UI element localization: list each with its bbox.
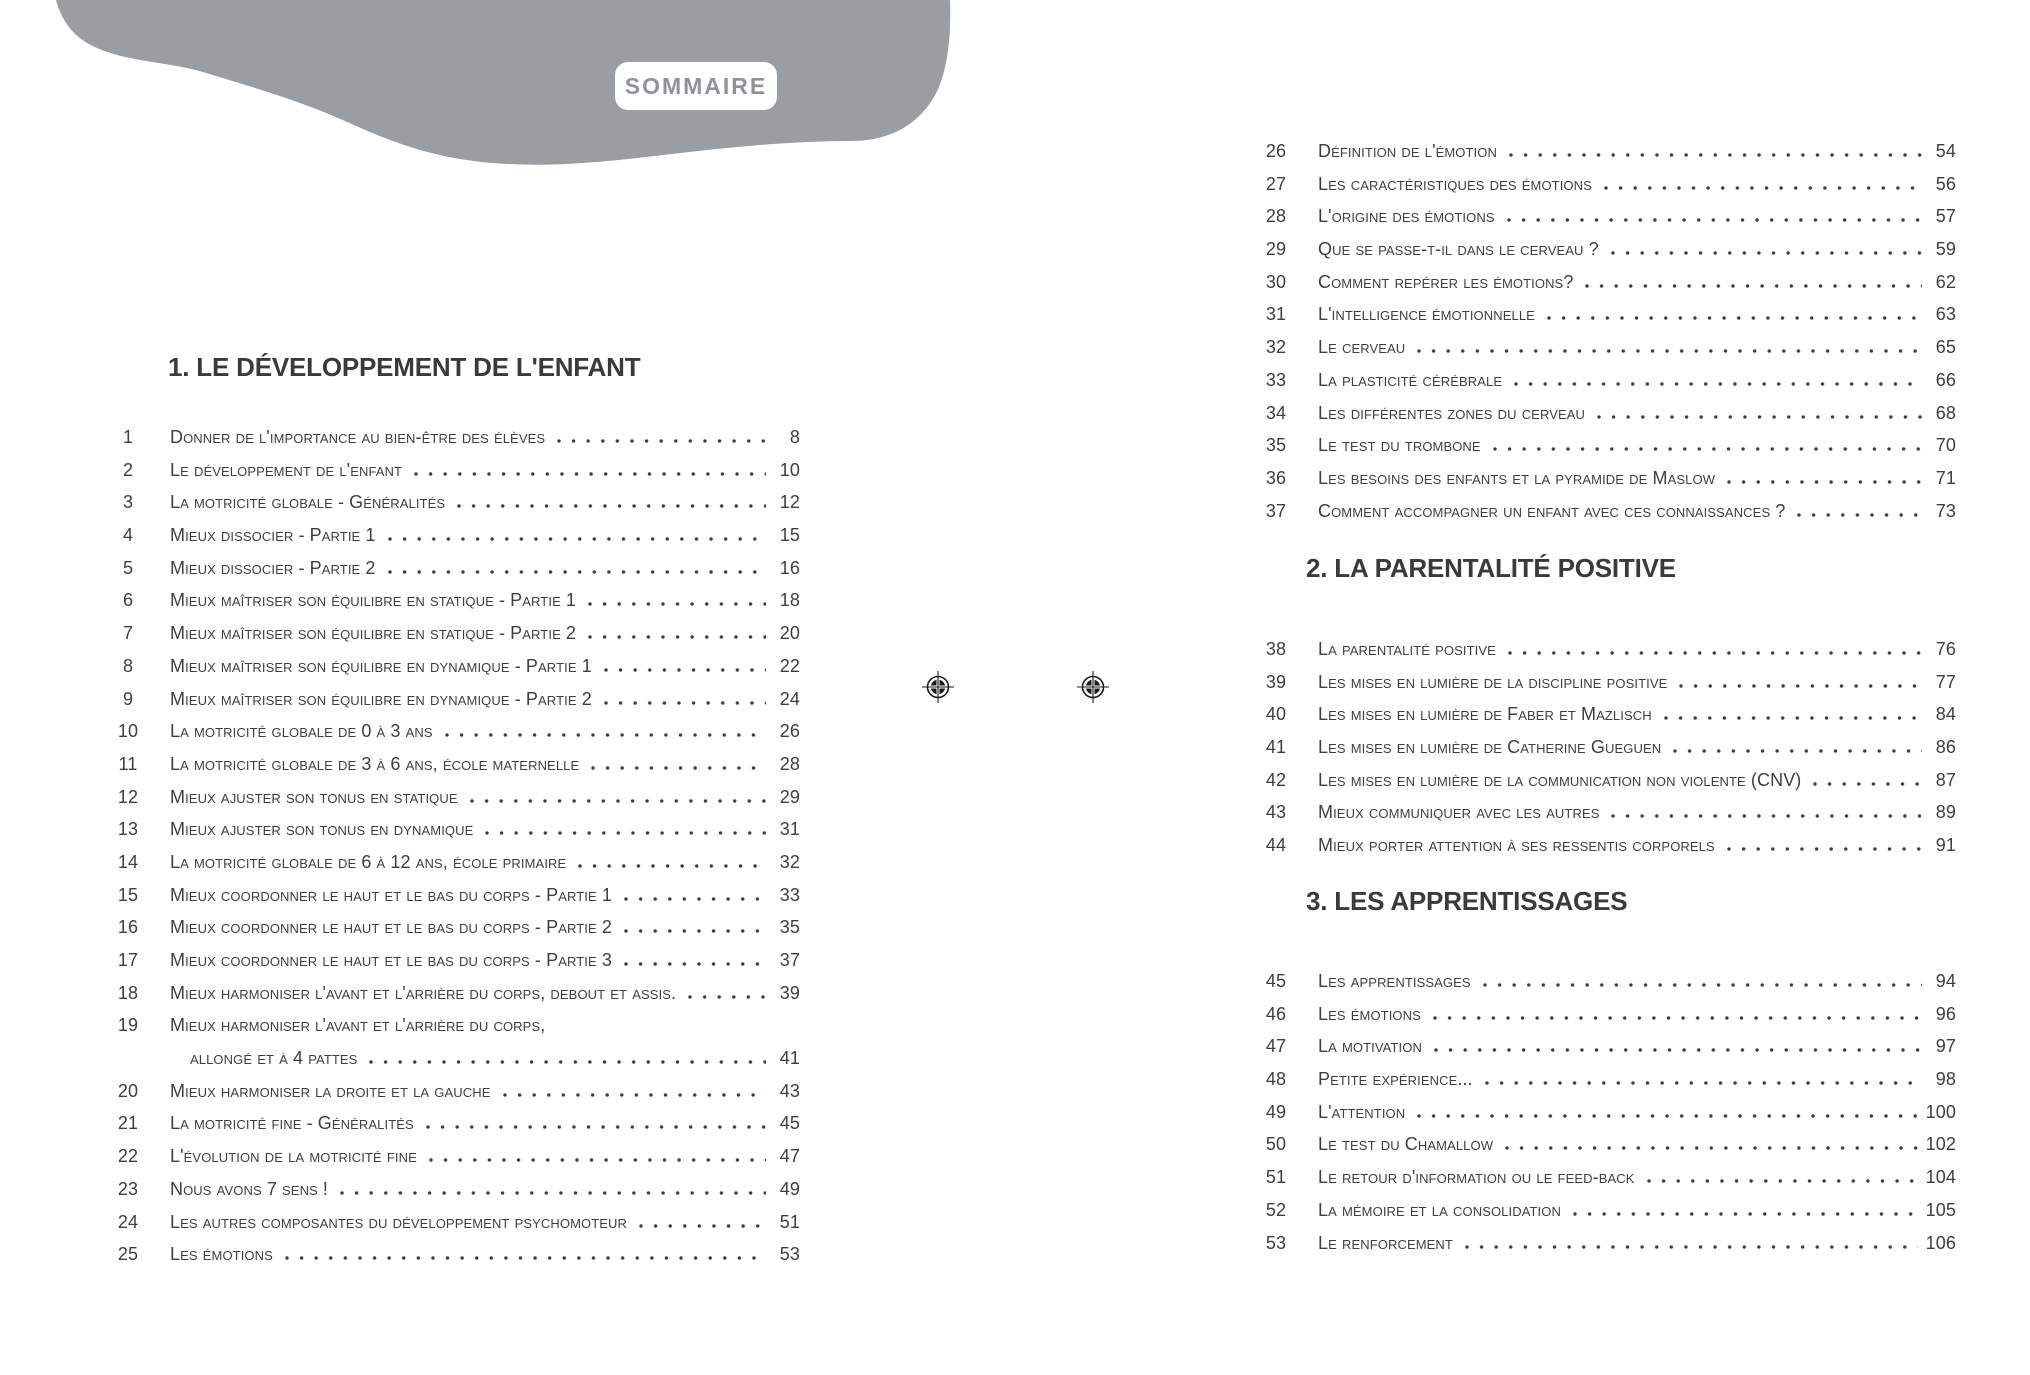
dot-leader: [1507, 218, 1922, 222]
toc-entry-page: 63: [1935, 304, 1956, 325]
toc-entry-page: 45: [779, 1113, 800, 1134]
toc-entry: [1256, 1227, 1956, 1260]
toc-entry-number: 48: [1265, 1069, 1287, 1090]
toc-entry: [108, 1107, 800, 1140]
toc-entry-number: 12: [117, 786, 139, 807]
toc-entry-title: Mieux harmoniser l'avant et l'arrière du corps,: [170, 1015, 546, 1036]
toc-entry-title: Mieux dissocier - Partie 2: [170, 557, 376, 578]
toc-entry-number: 37: [1265, 500, 1287, 521]
toc-entry-number: 15: [117, 884, 139, 905]
toc-entry: [1256, 397, 1956, 430]
toc-entry: [1256, 266, 1956, 299]
toc-entry: [108, 1173, 800, 1206]
toc-entry-number: 18: [117, 982, 139, 1003]
dot-leader: [429, 1158, 766, 1162]
dot-leader: [1514, 382, 1922, 386]
toc-entry-number: 3: [122, 492, 134, 513]
toc-entry-title: Les mises en lumière de la discipline positive: [1318, 671, 1668, 692]
sommaire-badge: [615, 62, 777, 110]
toc-entry-number: 45: [1265, 971, 1287, 991]
toc-entry-number: 49: [1265, 1101, 1287, 1122]
dot-leader: [588, 602, 766, 606]
dot-leader: [1509, 153, 1922, 157]
toc-entry-number: 52: [1265, 1199, 1287, 1220]
toc-entry-page: 98: [1935, 1069, 1956, 1090]
toc-entry-title: Les caractéristiques des émotions: [1318, 173, 1592, 194]
toc-entry-page: 22: [779, 655, 800, 676]
dot-leader: [1727, 847, 1922, 851]
toc-entry: [108, 911, 800, 944]
dot-leader: [1597, 415, 1922, 419]
toc-entry: [1256, 1128, 1956, 1161]
toc-entry: [108, 879, 800, 912]
dot-leader: [285, 1256, 766, 1260]
toc-entry-title: La plasticité cérébrale: [1318, 369, 1503, 390]
toc-entry: [108, 617, 800, 650]
dot-leader: [624, 929, 766, 933]
toc-entry-page: 33: [779, 884, 800, 905]
toc-entry-page: 20: [779, 623, 800, 644]
toc-entry-title: Les mises en lumière de la communication non violente (CNV): [1318, 769, 1802, 790]
toc-entry-title: L'attention: [1318, 1101, 1406, 1122]
toc-entry-title: Comment repérer les émotions?: [1318, 271, 1574, 292]
toc-entry-title: Les mises en lumière de Catherine Gueguen: [1318, 737, 1662, 758]
toc-entry-number: 38: [1265, 639, 1287, 659]
toc-entry: [1256, 698, 1956, 731]
dot-leader: [1679, 684, 1922, 688]
toc-entry-number: 25: [117, 1244, 139, 1265]
toc-entry-number: 10: [117, 721, 139, 742]
dot-leader: [688, 995, 766, 999]
toc-entry-page: 97: [1935, 1036, 1956, 1057]
toc-entry: [1256, 998, 1956, 1031]
toc-entry: [1256, 168, 1956, 201]
toc-entry-title: Le développement de l'enfant: [170, 459, 403, 480]
toc-entry-number: 26: [1265, 141, 1287, 161]
dot-leader: [1797, 513, 1922, 517]
toc-entry-number: 36: [1265, 467, 1287, 488]
toc-entry: [1256, 796, 1956, 829]
toc-entry-page: 41: [779, 1048, 800, 1069]
dot-leader: [1611, 814, 1922, 818]
toc-entry-page: 87: [1935, 769, 1956, 790]
toc-entry-number: 24: [117, 1211, 139, 1232]
dot-leader: [624, 897, 766, 901]
toc-entry-number: 53: [1265, 1232, 1287, 1253]
dot-leader: [604, 701, 766, 705]
toc-entry-title: Le test du trombone: [1318, 435, 1481, 456]
toc-entry-page: 24: [779, 688, 800, 709]
toc-entry-title: Comment accompagner un enfant avec ces connaissances ?: [1318, 500, 1786, 521]
toc-entry: [108, 1206, 800, 1239]
dot-leader: [557, 439, 766, 443]
toc-entry: [108, 1140, 800, 1173]
toc-entry-number: 42: [1265, 769, 1287, 790]
toc-entry-number: 13: [117, 819, 139, 840]
toc-entry-title: Mieux harmoniser l'avant et l'arrière du corps, debout et assis.: [170, 982, 677, 1003]
dot-leader: [588, 635, 766, 639]
toc-entry-page: 49: [779, 1178, 800, 1199]
toc-entry-number: 11: [118, 753, 138, 774]
toc-entry-page: 77: [1935, 671, 1956, 692]
toc-entry-title: Le cerveau: [1318, 337, 1406, 358]
toc-entry-number: 32: [1265, 337, 1287, 358]
dot-leader: [1417, 349, 1922, 353]
toc-entry-number: 4: [122, 525, 134, 546]
toc-entry-title: Les mises en lumière de Faber et Mazlisch: [1318, 704, 1652, 725]
dot-leader: [1508, 651, 1922, 655]
toc-entry: [1256, 331, 1956, 364]
sommaire-badge-label: SOMMAIRE: [624, 72, 768, 99]
toc-entry-title: Le retour d'information ou le feed-back: [1318, 1167, 1635, 1188]
toc-entry-number: 39: [1265, 671, 1287, 692]
toc-entry-page: 71: [1935, 467, 1956, 488]
toc-entry: [108, 1042, 800, 1075]
dot-leader: [578, 864, 766, 868]
toc-entry: [108, 519, 800, 552]
toc-entry-title: Mieux coordonner le haut et le bas du corps - Partie 3: [170, 950, 612, 970]
toc-entry-number: 16: [117, 917, 139, 938]
section-heading-developpement: 1. LE DÉVELOPPEMENT DE L'ENFANT: [168, 352, 641, 382]
toc-entry-title: L'évolution de la motricité fine: [170, 1146, 417, 1167]
toc-entry-page: 62: [1935, 271, 1956, 292]
toc-entry-number: 28: [1265, 206, 1287, 227]
dot-leader: [591, 766, 766, 770]
toc-entry-page: 35: [779, 917, 800, 938]
toc-entry: [1256, 1096, 1956, 1129]
toc-entry-page: 56: [1935, 173, 1956, 194]
toc-entry-page: 31: [779, 819, 800, 840]
toc-entry: [108, 454, 800, 487]
toc-entry-page: 8: [789, 427, 800, 447]
dot-leader: [1547, 316, 1922, 320]
toc-entry-page: 37: [779, 950, 800, 970]
registration-crosshair-icon: [1076, 670, 1110, 704]
toc-entry-number: 21: [117, 1113, 139, 1134]
dot-leader: [624, 962, 766, 966]
toc-entry-title: Mieux maîtriser son équilibre en statique - Partie 1: [170, 590, 577, 611]
toc-entry-title: Les besoins des enfants et la pyramide de Maslow: [1318, 467, 1716, 488]
toc-entry-page: 54: [1935, 141, 1956, 161]
toc-entry-page: 106: [1925, 1232, 1956, 1253]
toc-entry: [1256, 429, 1956, 462]
toc-entry-title: Les émotions: [170, 1244, 273, 1265]
toc-entry-title: Mieux harmoniser la droite et la gauche: [170, 1080, 491, 1101]
section-heading-apprentissages: 3. LES APPRENTISSAGES: [1306, 886, 1628, 916]
toc-entry-title: L'origine des émotions: [1318, 206, 1495, 227]
toc-entry-title: La motricité globale de 3 à 6 ans, école maternelle: [170, 753, 580, 774]
dot-leader: [1664, 716, 1922, 720]
toc-entry: [108, 552, 800, 585]
toc-entry-title: La motricité globale de 6 à 12 ans, école primaire: [170, 851, 567, 872]
toc-entry: [1256, 200, 1956, 233]
toc-entry-page: 28: [779, 753, 800, 774]
toc-entry-title: La motricité fine - Généralités: [170, 1113, 414, 1134]
toc-entry-number: 14: [117, 851, 139, 872]
dot-leader: [388, 570, 766, 574]
dot-leader: [369, 1060, 766, 1064]
toc-entry-title: Le renforcement: [1318, 1232, 1453, 1253]
toc-list-developpement: [108, 421, 800, 1271]
toc-entry-page: 57: [1935, 206, 1956, 227]
toc-entry-title: Donner de l'importance au bien-être des élèves: [170, 427, 546, 447]
dot-leader: [1434, 1048, 1922, 1052]
toc-entry-title: Mieux maîtriser son équilibre en statique - Partie 2: [170, 623, 577, 644]
toc-entry-page: 89: [1935, 802, 1956, 823]
toc-entry-title: La parentalité positive: [1318, 639, 1496, 659]
toc-entry-number: 46: [1265, 1003, 1287, 1024]
toc-entry-page: 29: [779, 786, 800, 807]
toc-entry-title: Mieux communiquer avec les autres: [1318, 802, 1600, 823]
toc-entry: [108, 486, 800, 519]
toc-entry-title: Les émotions: [1318, 1003, 1421, 1024]
toc-entry-title: Mieux maîtriser son équilibre en dynamique - Partie 2: [170, 688, 592, 709]
toc-entry-title: Le test du Chamallow: [1318, 1134, 1494, 1155]
toc-list-parentalite: [1256, 633, 1956, 862]
toc-entry-title: Mieux ajuster son tonus en dynamique: [170, 819, 474, 840]
toc-entry-page: 102: [1925, 1134, 1956, 1155]
toc-entry-page: 18: [779, 590, 800, 611]
toc-entry-number: 29: [1265, 239, 1287, 260]
toc-entry: [108, 1009, 800, 1042]
toc-entry-page: 39: [779, 982, 800, 1003]
toc-entry-number: 23: [117, 1178, 139, 1199]
dot-leader: [1604, 186, 1922, 190]
toc-entry-number: 1: [122, 427, 134, 447]
toc-entry: [108, 813, 800, 846]
section-heading-parentalite: 2. LA PARENTALITÉ POSITIVE: [1306, 553, 1676, 583]
toc-entry-page: 10: [779, 459, 800, 480]
toc-entry: [1256, 1030, 1956, 1063]
toc-entry: [108, 944, 800, 977]
dot-leader: [503, 1093, 766, 1097]
dot-leader: [388, 537, 766, 541]
toc-entry-title: Les autres composantes du développement psychomoteur: [170, 1211, 628, 1232]
toc-entry: [108, 715, 800, 748]
toc-entry-number: 33: [1265, 369, 1287, 390]
toc-list-developpement-continued: [1256, 135, 1956, 527]
toc-entry-page: 16: [779, 557, 800, 578]
toc-entry: [1256, 364, 1956, 397]
toc-entry-number: 35: [1265, 435, 1287, 456]
toc-entry-page: 84: [1935, 704, 1956, 725]
toc-entry: [1256, 1194, 1956, 1227]
dot-leader: [1573, 1212, 1918, 1216]
toc-entry-title: Les différentes zones du cerveau: [1318, 402, 1586, 423]
toc-entry: [1256, 1063, 1956, 1096]
dot-leader: [1493, 447, 1922, 451]
toc-entry: [1256, 829, 1956, 862]
toc-entry-page: 47: [779, 1146, 800, 1167]
toc-entry-number: 34: [1265, 402, 1287, 423]
toc-entry-title: Nous avons 7 sens !: [170, 1178, 329, 1199]
toc-entry-page: 104: [1925, 1167, 1956, 1188]
toc-entry: [1256, 731, 1956, 764]
dot-leader: [1465, 1245, 1918, 1249]
toc-entry-page: 65: [1935, 337, 1956, 358]
toc-entry: [108, 584, 800, 617]
registration-crosshair-icon: [921, 670, 955, 704]
dot-leader: [1483, 983, 1922, 987]
toc-entry-number: 8: [122, 655, 134, 676]
toc-entry: [108, 846, 800, 879]
toc-entry: [108, 748, 800, 781]
toc-entry-title: Définition de l'émotion: [1318, 141, 1497, 161]
toc-entry-title: La motricité globale - Généralités: [170, 492, 446, 513]
toc-entry-number: 30: [1265, 271, 1287, 292]
toc-entry-number: 47: [1265, 1036, 1287, 1057]
dot-leader: [457, 504, 766, 508]
toc-entry-number: 2: [122, 459, 134, 480]
toc-entry-number: 40: [1265, 704, 1287, 725]
toc-entry-number: 51: [1265, 1167, 1287, 1188]
dot-leader: [1505, 1146, 1918, 1150]
toc-entry-page: 73: [1935, 500, 1956, 521]
toc-entry-title: Mieux maîtriser son équilibre en dynamique - Partie 1: [170, 655, 592, 676]
toc-entry-page: 105: [1925, 1199, 1956, 1220]
dot-leader: [1727, 480, 1922, 484]
toc-entry-page: 86: [1935, 737, 1956, 758]
toc-entry-title: Petite expérience...: [1318, 1069, 1473, 1090]
toc-entry: [1256, 233, 1956, 266]
dot-leader: [1585, 284, 1922, 288]
toc-entry-title: allongé et à 4 pattes: [190, 1048, 358, 1069]
toc-entry-page: 51: [779, 1211, 800, 1232]
toc-entry: [1256, 1161, 1956, 1194]
dot-leader: [445, 733, 766, 737]
toc-entry-number: 27: [1265, 173, 1287, 194]
toc-entry: [1256, 462, 1956, 495]
dot-leader: [1673, 749, 1922, 753]
toc-entry-page: 66: [1935, 369, 1956, 390]
toc-entry-page: 94: [1935, 971, 1956, 991]
toc-entry-title: La mémoire et la consolidation: [1318, 1199, 1561, 1220]
toc-entry-title: Mieux coordonner le haut et le bas du corps - Partie 1: [170, 884, 612, 905]
toc-entry-page: 68: [1935, 402, 1956, 423]
toc-entry-title: Mieux dissocier - Partie 1: [170, 525, 376, 546]
toc-entry-number: 17: [117, 950, 139, 970]
dot-leader: [485, 831, 766, 835]
toc-entry: [108, 781, 800, 814]
toc-entry-number: 19: [117, 1015, 139, 1036]
toc-entry-page: 76: [1935, 639, 1956, 659]
toc-entry: [1256, 495, 1956, 528]
dot-leader: [426, 1125, 766, 1129]
toc-entry: [108, 683, 800, 716]
toc-entry: [108, 650, 800, 683]
header-blob-shape: [0, 0, 960, 170]
toc-entry-number: 7: [122, 623, 134, 644]
dot-leader: [414, 472, 766, 476]
toc-entry-page: 43: [779, 1080, 800, 1101]
dot-leader: [1813, 782, 1922, 786]
dot-leader: [1611, 251, 1922, 255]
toc-entry-title: Mieux porter attention à ses ressentis corporels: [1318, 835, 1715, 856]
toc-entry-number: 43: [1265, 802, 1287, 823]
toc-entry: [1256, 764, 1956, 797]
toc-entry-number: 6: [122, 590, 134, 611]
dot-leader: [1417, 1114, 1917, 1118]
toc-entry: [1256, 135, 1956, 168]
toc-entry-number: 44: [1265, 835, 1287, 856]
toc-entry-number: 41: [1265, 737, 1287, 758]
dot-leader: [1647, 1179, 1918, 1183]
toc-entry-page: 70: [1935, 435, 1956, 456]
dot-leader: [604, 668, 766, 672]
toc-entry: [108, 421, 800, 454]
toc-entry-number: 9: [122, 688, 134, 709]
toc-entry: [108, 977, 800, 1010]
toc-list-apprentissages: [1256, 965, 1956, 1259]
dot-leader: [639, 1224, 766, 1228]
toc-entry-number: 20: [117, 1080, 139, 1101]
toc-entry-number: 5: [122, 557, 134, 578]
toc-entry-page: 91: [1935, 835, 1956, 856]
toc-entry-title: Les apprentissages: [1318, 971, 1471, 991]
toc-entry-page: 15: [779, 525, 800, 546]
toc-entry-page: 59: [1935, 239, 1956, 260]
toc-entry-title: L'intelligence émotionnelle: [1318, 304, 1535, 325]
toc-entry-page: 100: [1925, 1101, 1956, 1122]
toc-entry-number: 31: [1265, 304, 1287, 325]
toc-entry-page: 53: [779, 1244, 800, 1265]
toc-entry: [108, 1238, 800, 1271]
toc-entry-number: 50: [1265, 1134, 1287, 1155]
toc-entry-page: 26: [779, 721, 800, 742]
toc-entry-number: 22: [117, 1146, 139, 1167]
dot-leader: [1485, 1081, 1922, 1085]
toc-entry-page: 12: [779, 492, 800, 513]
toc-entry-title: Mieux ajuster son tonus en statique: [170, 786, 458, 807]
toc-entry: [108, 1075, 800, 1108]
toc-entry-page: 32: [779, 851, 800, 872]
dot-leader: [1433, 1016, 1922, 1020]
toc-entry-title: Mieux coordonner le haut et le bas du corps - Partie 2: [170, 917, 612, 938]
toc-entry-title: Que se passe-t-il dans le cerveau ?: [1318, 239, 1599, 260]
toc-entry-page: 96: [1935, 1003, 1956, 1024]
toc-entry: [1256, 633, 1956, 666]
toc-entry: [1256, 965, 1956, 998]
dot-leader: [470, 799, 766, 803]
toc-entry: [1256, 298, 1956, 331]
toc-entry: [1256, 666, 1956, 699]
toc-entry-title: La motivation: [1318, 1036, 1422, 1057]
toc-entry-title: La motricité globale de 0 à 3 ans: [170, 721, 433, 742]
dot-leader: [340, 1191, 766, 1195]
